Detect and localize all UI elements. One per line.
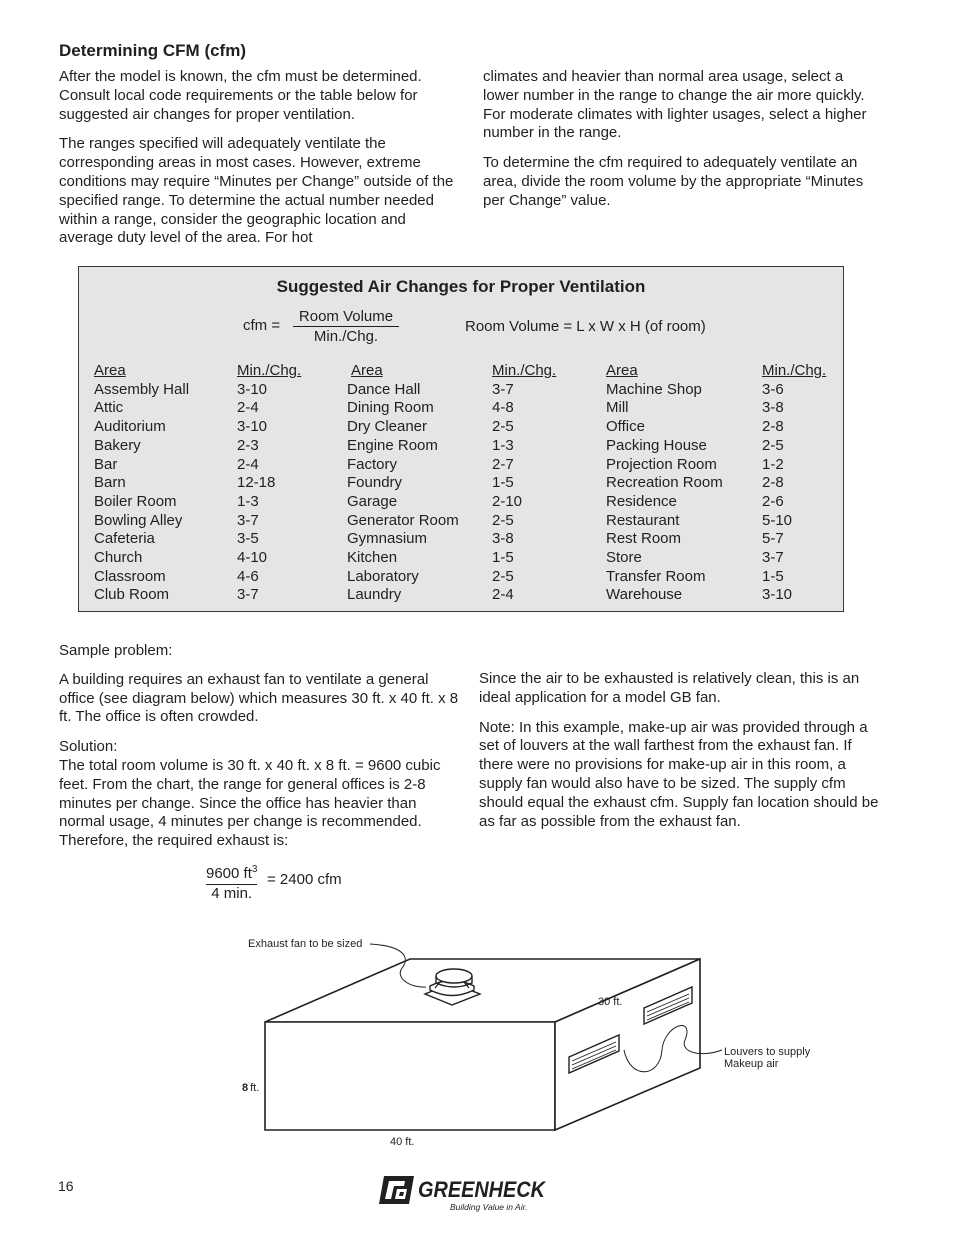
area-cell: Garage <box>347 492 398 510</box>
cfm-formula-numerator: Room Volume <box>293 308 399 327</box>
area-cell: Bowling Alley <box>94 511 183 529</box>
page-number: 16 <box>58 1178 74 1194</box>
min-cell: 2-7 <box>492 455 514 473</box>
area-cell: Factory <box>347 455 398 473</box>
min-cell: 3-10 <box>237 380 268 398</box>
office-diagram <box>230 930 830 1152</box>
area-cell: Church <box>94 549 143 567</box>
min-column-1 <box>237 362 301 605</box>
min-cell: 2-4 <box>237 455 259 473</box>
area-cell: Mill <box>606 399 629 417</box>
min-cell: 2-4 <box>237 399 259 417</box>
panel-title: Suggested Air Changes for Proper Ventilation <box>276 277 646 296</box>
area-cell: Barn <box>94 474 126 492</box>
sample-label: Sample problem: <box>59 642 173 659</box>
min-cell: 1-5 <box>492 474 514 492</box>
louvers-label-line1: Louvers to supply <box>724 1046 811 1058</box>
min-cell: 2-8 <box>762 474 784 492</box>
min-cell: 3-6 <box>762 380 784 398</box>
sample-left-column <box>59 642 464 862</box>
min-cell: 1-3 <box>492 436 514 454</box>
area-cell: Cafeteria <box>94 530 155 548</box>
min-cell: 2-6 <box>762 492 784 510</box>
area-cell: Generator Room <box>347 511 459 529</box>
min-column-2 <box>492 362 556 605</box>
calc-result: = 2400 cfm <box>267 871 342 888</box>
area-cell: Bar <box>94 455 118 473</box>
area-cell: Rest Room <box>606 530 682 548</box>
louvers-label-line2: Makeup air <box>724 1058 779 1070</box>
min-cell: 1-3 <box>237 492 259 510</box>
area-cell: Warehouse <box>606 586 683 604</box>
min-header: Min./Chg. <box>762 362 827 379</box>
min-cell: 3-5 <box>237 530 259 548</box>
calc-denominator: 4 min. <box>211 885 253 902</box>
area-cell: Dance Hall <box>347 380 421 398</box>
area-header: Area <box>94 362 126 379</box>
air-changes-panel <box>78 266 844 612</box>
min-cell: 12-18 <box>237 474 276 492</box>
calc-exponent: 3 <box>251 864 258 875</box>
calc-fraction <box>206 861 257 903</box>
box-front-face <box>265 1022 555 1130</box>
min-cell: 4-10 <box>237 549 268 567</box>
dimension-40ft: 40 ft. <box>390 1136 415 1148</box>
area-cell: Boiler Room <box>94 492 177 510</box>
area-column-3 <box>606 362 723 605</box>
dimension-8ft-unit: ft. <box>250 1082 260 1094</box>
area-header: Area <box>606 362 638 379</box>
min-cell: 2-8 <box>762 418 784 436</box>
calc-numerator-text: 9600 ft <box>206 865 252 882</box>
cfm-formula-denominator: Min./Chg. <box>313 328 379 345</box>
min-cell: 2-4 <box>492 586 514 604</box>
min-cell: 5-7 <box>762 530 784 548</box>
area-cell: Club Room <box>94 586 170 604</box>
min-cell: 3-7 <box>237 586 259 604</box>
area-cell: Attic <box>94 399 124 417</box>
min-cell: 2-5 <box>492 511 514 529</box>
area-cell: Laundry <box>347 586 402 604</box>
area-cell: Engine Room <box>347 436 438 454</box>
min-cell: 2-5 <box>492 418 514 436</box>
dimension-30ft: 30 ft. <box>598 996 623 1008</box>
min-cell: 4-8 <box>492 399 514 417</box>
area-header: Area <box>351 362 383 379</box>
intro-paragraph: To determine the cfm required to adequately ventilate an area, divide the room volume by the appropriate “Minutes per Change” value. <box>483 154 864 209</box>
solution-label: Solution: <box>59 738 118 756</box>
sample-problem: A building requires an exhaust fan to ventilate a general office (see diagram below) which measures 30 ft. x 40 ft. x 8 ft. The office is often crowded. <box>59 670 459 726</box>
solution-text: The total room volume is 30 ft. x 40 ft. x 8 ft. = 9600 cubic feet. From the chart, the range for general offices is 2-8 minutes per change. Since the office has heavier than normal usage, 4 minutes per change is recommended. Therefore, the required exhaust is: <box>59 756 441 850</box>
dimension-8ft-value: 8 <box>242 1082 249 1094</box>
area-cell: Transfer Room <box>606 567 706 585</box>
min-cell: 2-10 <box>492 492 523 510</box>
min-cell: 1-2 <box>762 455 784 473</box>
min-cell: 3-10 <box>237 418 268 436</box>
min-cell: 4-6 <box>237 567 259 585</box>
room-volume-formula: Room Volume = L x W x H (of room) <box>465 318 706 335</box>
sample-note: Since the air to be exhausted is relatively clean, this is an ideal application for a model GB fan. <box>479 670 860 706</box>
min-cell: 1-5 <box>762 567 784 585</box>
sample-right-column <box>479 670 881 842</box>
min-column-3 <box>762 362 826 605</box>
greenheck-g-icon <box>379 1176 414 1204</box>
area-cell: Residence <box>606 492 677 510</box>
min-cell: 2-5 <box>762 436 784 454</box>
brand-tagline: Building Value in Air. <box>450 1202 528 1212</box>
sample-note: Note: In this example, make-up air was provided through a set of louvers at the wall farthest from the exhaust fan. If there were no provisions for make-up air in this room, a supply fan would also have to be sized. The supply cfm should equal the exhaust cfm. Supply fan location should be as far as possible from the exhaust fan. <box>479 718 879 830</box>
calc-numerator <box>206 861 257 885</box>
min-cell: 3-8 <box>492 530 514 548</box>
area-cell: Auditorium <box>94 418 166 436</box>
min-cell: 3-7 <box>492 380 514 398</box>
area-cell: Machine Shop <box>606 380 702 398</box>
area-cell: Foundry <box>347 474 403 492</box>
area-cell: Bakery <box>94 436 141 454</box>
page-heading: Determining CFM (cfm) <box>59 41 246 60</box>
area-cell: Office <box>606 418 645 436</box>
area-cell: Store <box>606 549 642 567</box>
area-cell: Kitchen <box>347 549 398 567</box>
area-cell: Dry Cleaner <box>347 418 428 436</box>
area-cell: Projection Room <box>606 455 717 473</box>
min-cell: 3-7 <box>237 511 259 529</box>
area-cell: Packing House <box>606 436 707 454</box>
intro-paragraph: The ranges specified will adequately ventilate the corresponding areas in most cases. However, extreme conditions may require “Minutes per Change” outside of the specified range. To determine the actual number needed within a range, consider the geographic location and average duty level of the area. For hot <box>59 135 454 247</box>
intro-column-left <box>59 68 464 259</box>
area-cell: Laboratory <box>347 567 419 585</box>
area-cell: Assembly Hall <box>94 380 190 398</box>
intro-column-right <box>483 68 878 222</box>
min-cell: 3-7 <box>762 549 784 567</box>
intro-paragraph: climates and heavier than normal area usage, select a lower number in the range to change the air more quickly. For moderate climates with lighter usages, select a higher number in the range. <box>483 68 867 142</box>
brand-name: GREENHECK <box>418 1177 547 1202</box>
min-cell: 3-8 <box>762 399 784 417</box>
min-cell: 5-10 <box>762 511 793 529</box>
exhaust-fan-label: Exhaust fan to be sized <box>248 938 363 950</box>
min-cell: 1-5 <box>492 549 514 567</box>
greenheck-logo <box>378 1174 553 1214</box>
area-cell: Recreation Room <box>606 474 723 492</box>
area-cell: Restaurant <box>606 511 680 529</box>
min-cell: 2-3 <box>237 436 259 454</box>
area-cell: Dining Room <box>347 399 434 417</box>
area-column-1 <box>94 362 189 605</box>
area-cell: Gymnasium <box>347 530 428 548</box>
min-cell: 3-10 <box>762 586 793 604</box>
cfm-formula-lhs: cfm = <box>243 317 281 334</box>
area-column-2 <box>347 362 459 605</box>
min-header: Min./Chg. <box>237 362 302 379</box>
intro-paragraph: After the model is known, the cfm must be determined. Consult local code requirements or the table below for suggested air changes for proper ventilation. <box>59 68 422 123</box>
min-cell: 2-5 <box>492 567 514 585</box>
min-header: Min./Chg. <box>492 362 557 379</box>
area-cell: Classroom <box>94 567 166 585</box>
dimension-8ft <box>242 1082 259 1094</box>
